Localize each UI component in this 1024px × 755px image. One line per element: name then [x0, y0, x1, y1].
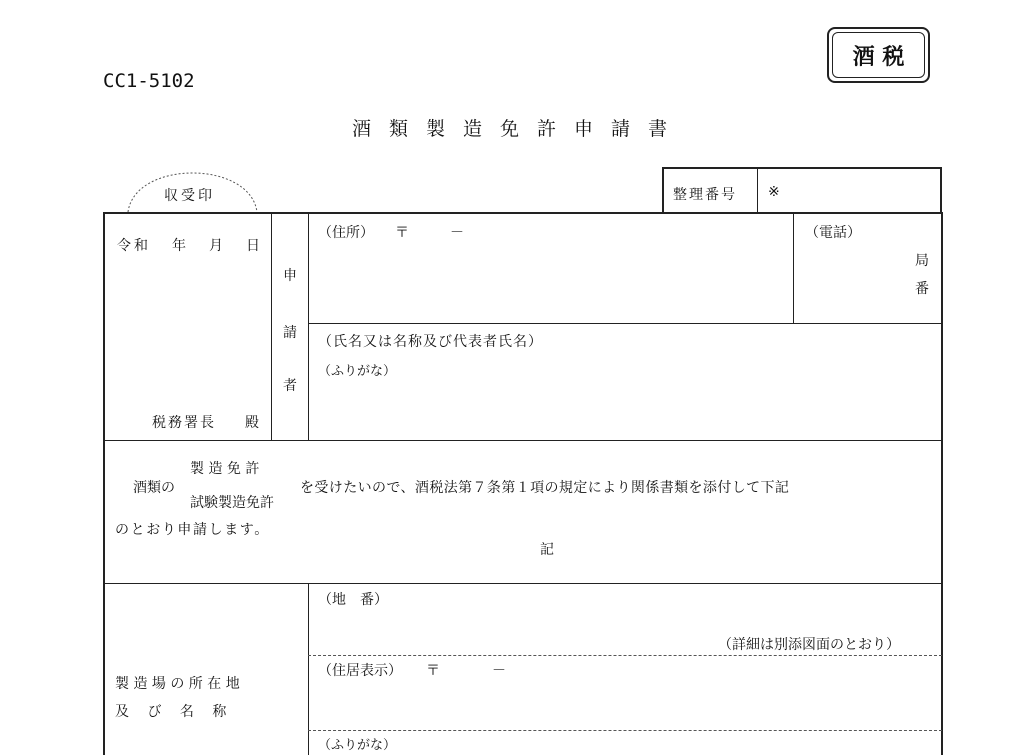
applicant-side-label-1: 申	[283, 268, 297, 284]
tax-category-badge	[827, 27, 930, 83]
frame-left	[103, 212, 105, 755]
date-day: 日	[246, 238, 260, 254]
phone-field[interactable]	[800, 244, 910, 314]
statement-ki: 記	[540, 542, 554, 558]
form-code: CC1-5102	[103, 70, 195, 92]
name-label: （氏名又は名称及び代表者氏名）	[318, 334, 543, 350]
site-detail-note: （詳細は別添図面のとおり）	[718, 637, 900, 653]
tax-category-label: 酒 税	[852, 44, 905, 70]
tax-category-badge-inner	[832, 32, 925, 78]
site-lot-label: （地 番）	[318, 592, 388, 608]
name-row-divider	[308, 323, 942, 324]
reference-mark: ※	[768, 184, 780, 200]
applicant-col-divider-1	[271, 213, 272, 441]
applicant-side-label-2: 請	[283, 325, 297, 341]
site-residence-label: （住居表示）	[318, 663, 402, 679]
phone-number-label: 番	[915, 281, 929, 297]
address-postal-mark: 〒	[395, 225, 409, 241]
site-residence-dashed-rule	[308, 730, 942, 731]
reference-divider	[757, 169, 758, 213]
phone-label: （電話）	[805, 225, 861, 241]
site-lot-dashed-rule	[308, 655, 942, 656]
address-label: （住所）	[318, 225, 374, 241]
date-month: 月	[209, 238, 223, 254]
frame-top	[103, 212, 943, 214]
applicant-col-divider-2	[308, 213, 309, 441]
receipt-stamp-label: 収受印	[164, 188, 215, 204]
site-label-line1: 製 造 場 の 所 在 地	[115, 676, 240, 692]
date-era: 令和	[117, 238, 151, 254]
statement-body-line1: を受けたいので、酒税法第７条第１項の規定により関係書類を添付して下記	[300, 480, 790, 496]
site-lot-field[interactable]	[318, 610, 928, 632]
statement-prefix: 酒類の	[133, 480, 175, 496]
statement-option-manufacturing[interactable]: 製 造 免 許	[190, 461, 260, 477]
statement-body-line2: のとおり申請します。	[115, 522, 270, 538]
address-postal-dash: －	[450, 225, 464, 241]
applicant-side-label-3: 者	[283, 378, 297, 394]
reference-box	[662, 167, 942, 213]
phone-divider	[793, 213, 794, 323]
name-field[interactable]	[318, 382, 928, 434]
site-postal-mark: 〒	[426, 663, 440, 679]
site-residence-field[interactable]	[318, 682, 928, 726]
phone-exchange-label: 局	[915, 253, 929, 269]
furigana-label: （ふりがな）	[318, 364, 397, 379]
receipt-stamp-arc	[120, 150, 265, 216]
statement-option-trial[interactable]: 試験製造免許	[190, 495, 274, 511]
site-furigana-label: （ふりがな）	[318, 738, 397, 753]
office-recipient: 税務署長	[152, 415, 216, 431]
site-label-line2: 及 び 名 称	[115, 704, 227, 720]
frame-right	[941, 212, 943, 755]
statement-bottom-rule	[103, 583, 943, 584]
site-postal-dash: －	[492, 663, 506, 679]
page-title: 酒類製造免許申請書	[352, 118, 686, 140]
applicant-bottom-rule	[103, 440, 943, 441]
address-field[interactable]	[318, 244, 783, 318]
reference-label: 整理番号	[673, 187, 737, 203]
date-year: 年	[172, 238, 186, 254]
honorific: 殿	[245, 415, 259, 431]
